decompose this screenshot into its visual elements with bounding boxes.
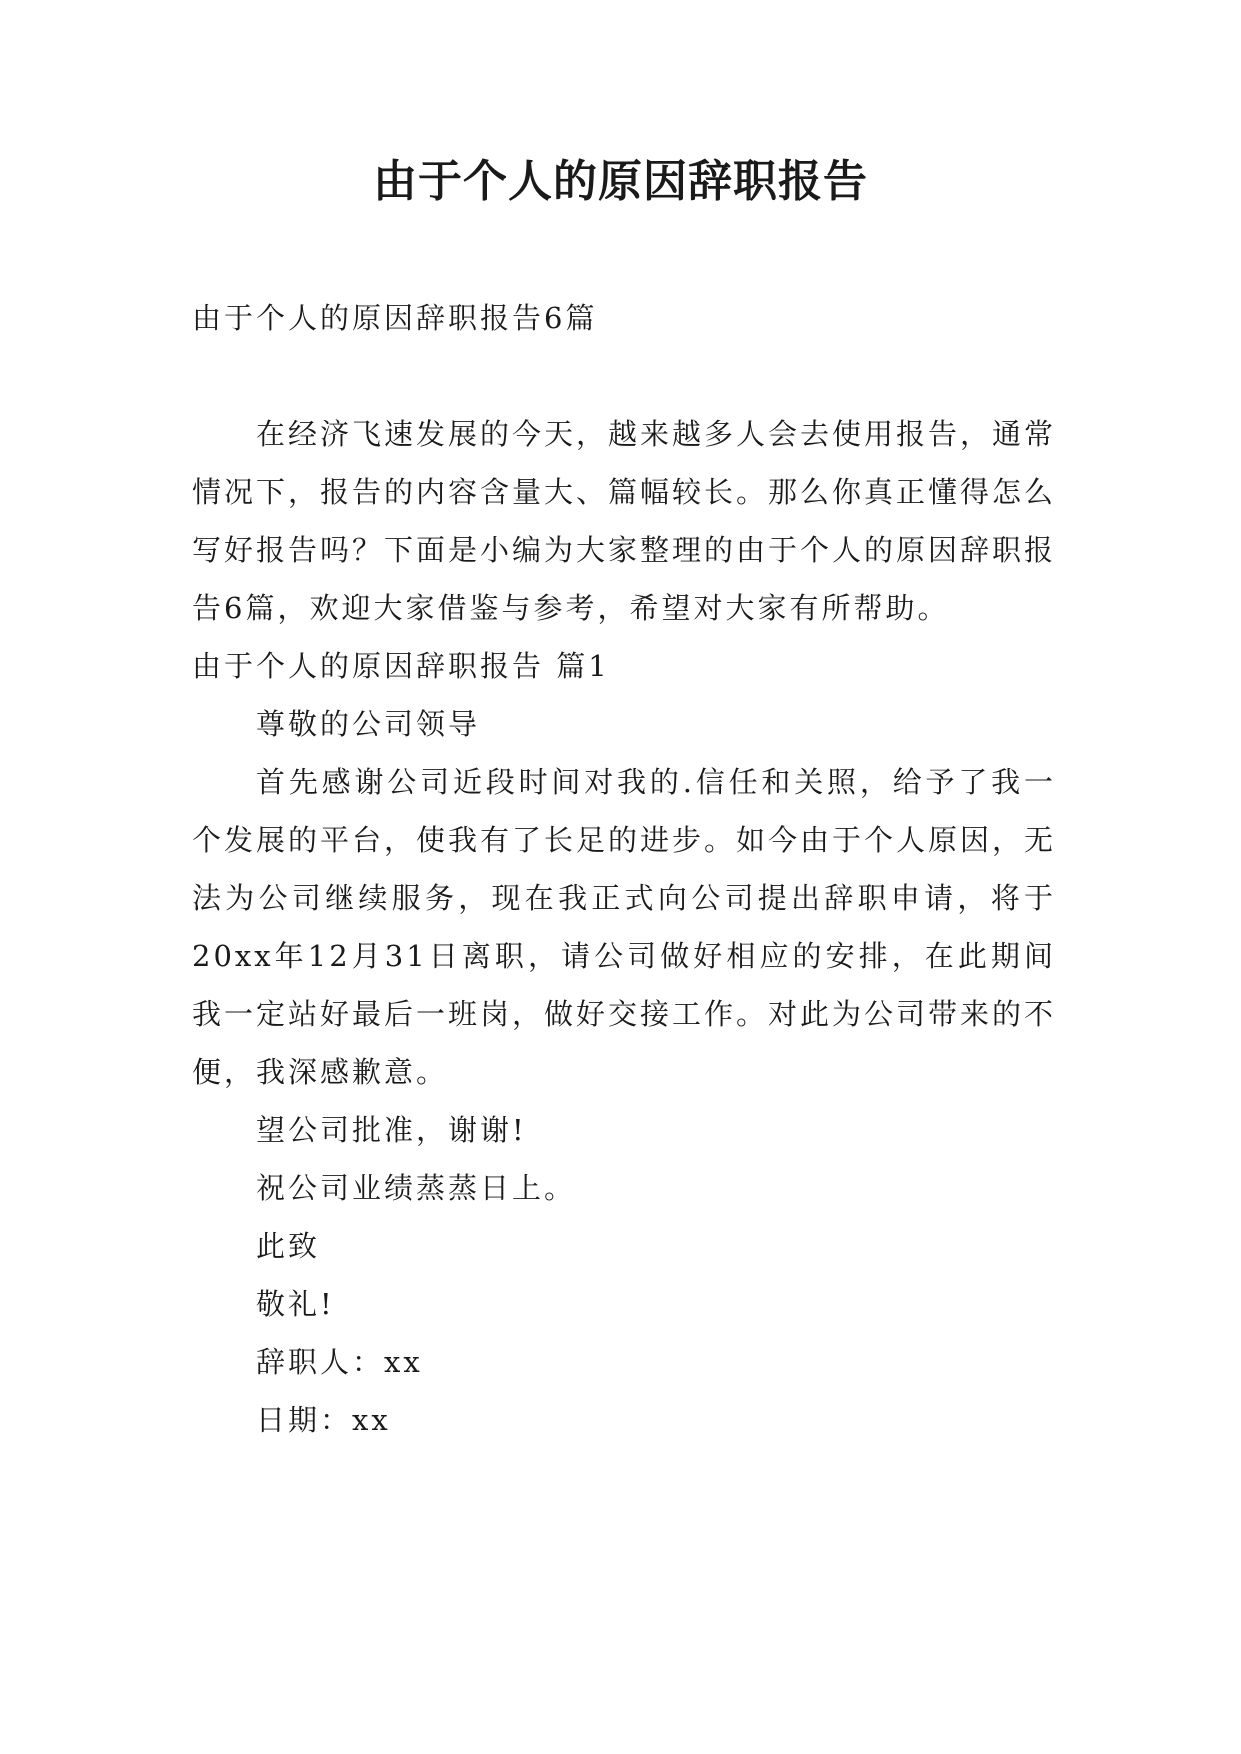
- signer-line: 辞职人：xx: [256, 1345, 423, 1379]
- document-subtitle: 由于个人的原因辞职报告6篇: [192, 301, 598, 335]
- document-title: 由于个人的原因辞职报告: [373, 156, 868, 207]
- section-heading: 由于个人的原因辞职报告 篇1: [192, 649, 610, 683]
- document-body: [192, 289, 1056, 1449]
- closing-line: 此致: [256, 1229, 321, 1263]
- request-line: 望公司批准，谢谢!: [256, 1113, 527, 1147]
- letter-body-paragraph: 首先感谢公司近段时间对我的.信任和关照，给予了我一个发展的平台，使我有了长足的进步。如今由于个人原因，无法为公司继续服务，现在我正式向公司提出辞职申请，将于20xx年12月31日离职，请公司做好相应的安排，在此期间我一定站好最后一班岗，做好交接工作。对此为公司带来的不便，我深感歉意。: [192, 765, 1057, 1089]
- intro-paragraph: 在经济飞速发展的今天，越来越多人会去使用报告，通常情况下，报告的内容含量大、篇幅较长。那么你真正懂得怎么写好报告吗？下面是小编为大家整理的由于个人的原因辞职报告6篇，欢迎大家借鉴与参考，希望对大家有所帮助。: [192, 417, 1057, 625]
- salutation: 尊敬的公司领导: [256, 707, 481, 741]
- wish-line: 祝公司业绩蒸蒸日上。: [256, 1171, 577, 1205]
- regards-line: 敬礼!: [256, 1287, 335, 1321]
- date-line: 日期：xx: [256, 1403, 391, 1437]
